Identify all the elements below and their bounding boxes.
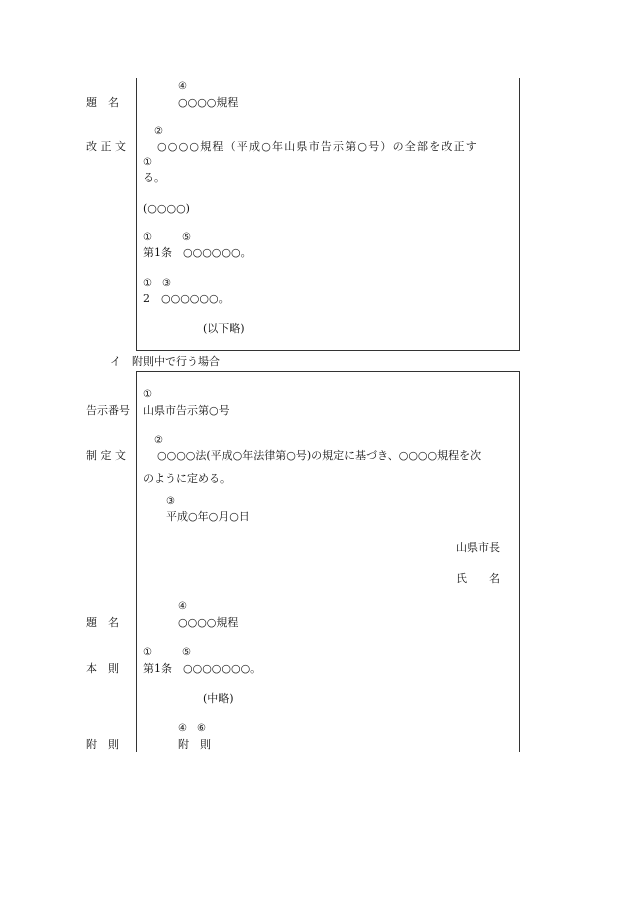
title-label-2: 題 名 [86,616,119,629]
article1-marks: ① ⑤ [143,232,191,243]
section-heading: イ 附則中で行う場合 [110,355,220,368]
revision-label: 改 正 文 [86,140,126,153]
revision-text-line2: る。 [143,171,165,184]
title-mark-2: ④ [178,601,187,612]
paragraph2-text: 2 ○○○○○○。 [143,292,230,305]
article1-text: 第1条 ○○○○○○。 [143,246,252,259]
section2-frame-top [136,371,520,372]
supp-label: 附 則 [86,738,119,751]
title-label: 題 名 [86,96,119,109]
title-text: ○○○○規程 [178,96,239,109]
notice-mark: ① [143,389,152,400]
title-mark: ④ [178,81,187,92]
revision-mark: ② [154,126,163,137]
caption: (○○○○) [143,202,190,215]
section1-frame-bottom [136,350,520,351]
main-marks: ① ⑤ [143,647,191,658]
supp-text: 附 則 [178,738,211,751]
notice-label: 告示番号 [86,404,130,417]
enactment-line1: ○○○○法(平成○年法律第○号)の規定に基づき、○○○○規程を次 [157,449,482,462]
paragraph2-marks: ① ③ [143,278,171,289]
mayor-name: 氏 名 [456,572,500,585]
enactment-line2: のように定める。 [143,472,231,485]
section2-frame-right [519,371,520,752]
main-label: 本 則 [86,662,119,675]
enactment-mark: ② [154,435,163,446]
supp-marks: ④ ⑥ [178,723,206,734]
date-text: 平成○年○月○日 [166,510,250,523]
revision-mark-left: ① [143,157,152,168]
date-mark: ③ [166,496,175,507]
section1-frame-right [519,78,520,350]
section1-frame-left [136,78,137,350]
main-text: 第1条 ○○○○○○○。 [143,662,262,675]
middle-omitted: (中略) [203,692,234,705]
enactment-label: 制 定 文 [86,449,126,462]
mayor-title: 山県市長 [456,541,500,554]
notice-text: 山県市告示第○号 [143,404,230,417]
title-text-2: ○○○○規程 [178,616,239,629]
section2-frame-left [136,371,137,752]
omitted-note: (以下略) [203,322,245,335]
revision-text-line1: ○○○○規程（平成○年山県市告示第○号）の全部を改正す [157,140,478,153]
